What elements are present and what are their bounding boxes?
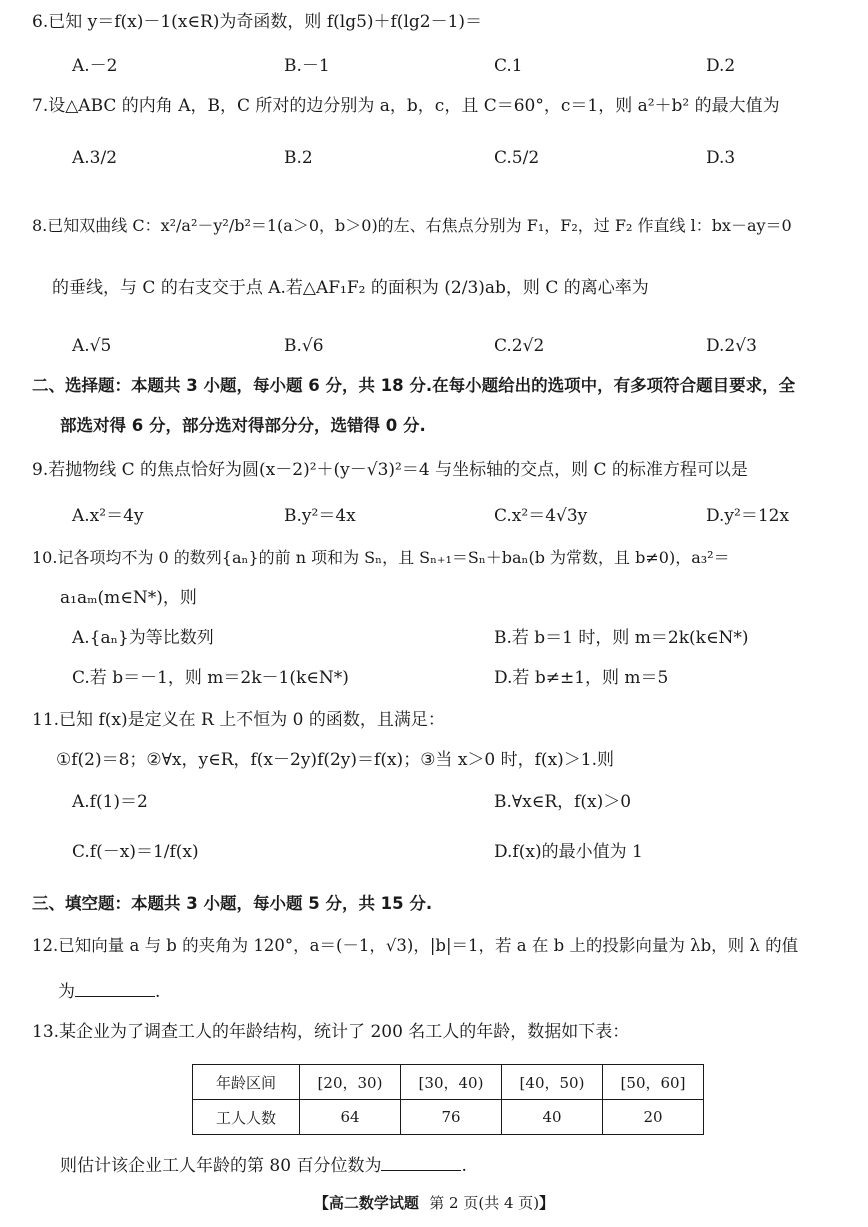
page-footer [0,1192,868,1213]
q10-stem-line2: a₁aₘ(m∈N*)，则 [60,588,197,608]
footer-right: 】 [539,1194,555,1212]
q13-stem: 13.某企业为了调查工人的年龄结构，统计了 200 名工人的年龄，数据如下表： [32,1022,630,1042]
q10-stem-line1: 10.记各项均不为 0 的数列{aₙ}的前 n 项和为 Sₙ，且 Sₙ₊₁＝Sₙ＋baₙ(b 为常数，且 b≠0)，a₃²＝ [32,548,730,567]
q13-answer-blank[interactable] [381,1152,461,1171]
q12-stem-line1: 12.已知向量 a 与 b 的夹角为 120°，a＝(－1，√3)，|b|＝1，若 a 在 b 上的投影向量为 λb，则 λ 的值 [32,936,799,955]
q8-option-b: B.√6 [284,336,324,356]
section2-heading: 二、选择题：本题共 3 小题，每小题 6 分，共 18 分.在每小题给出的选项中，有多项符合题目要求，全 [32,376,796,395]
table-row [193,1065,704,1100]
q8-stem-line2: 的垂线，与 C 的右支交于点 A.若△AF₁F₂ 的面积为 (2/3)ab，则 C 的离心率为 [52,278,649,298]
q7-option-c: C.5/2 [494,148,540,168]
q9-option-b: B.y²＝4x [284,506,356,526]
q6-option-a: A.－2 [72,56,118,76]
q11-option-c: C.f(－x)＝1/f(x) [72,842,199,862]
q10-option-d: D.若 b≠±1，则 m＝5 [494,668,669,688]
q9-option-a: A.x²＝4y [72,506,144,526]
q8-option-c: C.2√2 [494,336,545,356]
q7-option-a: A.3/2 [72,148,118,168]
q10-option-b: B.若 b＝1 时，则 m＝2k(k∈N*) [494,628,749,648]
table-cell: [30，40) [401,1065,502,1100]
q10-option-a: A.{aₙ}为等比数列 [72,628,214,648]
q13-conclusion-end: . [461,1156,467,1176]
q8-option-d: D.2√3 [706,336,757,356]
q7-stem: 7.设△ABC 的内角 A，B，C 所对的边分别为 a，b，c，且 C＝60°，c＝1，则 a²＋b² 的最大值为 [32,96,780,116]
footer-left: 【高二数学试题 [313,1194,419,1212]
section3-heading: 三、填空题：本题共 3 小题，每小题 5 分，共 15 分. [32,894,433,913]
table-cell: 40 [502,1100,603,1135]
section2-heading-cont: 部选对得 6 分，部分选对得部分分，选错得 0 分. [60,416,426,435]
table-cell: 工人人数 [193,1100,300,1135]
table-cell: 年龄区间 [193,1065,300,1100]
table-row [193,1100,704,1135]
footer-page-number: 第 2 页(共 4 页) [429,1194,540,1212]
q6-option-c: C.1 [494,56,523,76]
q6-option-d: D.2 [706,56,736,76]
q11-stem-line1: 11.已知 f(x)是定义在 R 上不恒为 0 的函数，且满足： [32,710,445,730]
q8-stem-line1: 8.已知双曲线 C：x²/a²－y²/b²＝1(a＞0，b＞0)的左、右焦点分别为 F₁，F₂，过 F₂ 作直线 l：bx－ay＝0 [32,216,792,235]
q12-answer-blank[interactable] [75,978,155,997]
q11-option-a: A.f(1)＝2 [72,792,148,812]
table-cell: 20 [603,1100,704,1135]
table-cell: [40，50) [502,1065,603,1100]
table-cell: [50，60] [603,1065,704,1100]
q9-option-d: D.y²＝12x [706,506,790,526]
q11-stem-line2: ①f(2)＝8；②∀x，y∈R，f(x－2y)f(2y)＝f(x)；③当 x＞0 时，f(x)＞1.则 [56,750,615,770]
q9-option-c: C.x²＝4√3y [494,506,588,526]
table-cell: 76 [401,1100,502,1135]
q7-option-d: D.3 [706,148,736,168]
q12-stem-line2-text: 为 [58,982,75,1002]
age-table [192,1064,704,1135]
q13-conclusion [60,1152,467,1178]
q11-option-b: B.∀x∈R，f(x)＞0 [494,792,632,812]
q11-option-d: D.f(x)的最小值为 1 [494,842,643,862]
q7-option-b: B.2 [284,148,313,168]
q6-stem: 6.已知 y＝f(x)－1(x∈R)为奇函数，则 f(lg5)＋f(lg2－1)＝ [32,12,483,32]
q8-option-a: A.√5 [72,336,112,356]
q9-stem: 9.若抛物线 C 的焦点恰好为圆(x－2)²＋(y－√3)²＝4 与坐标轴的交点，则 C 的标准方程可以是 [32,460,748,480]
q10-option-c: C.若 b＝－1，则 m＝2k－1(k∈N*) [72,668,349,688]
q13-conclusion-text: 则估计该企业工人年龄的第 80 百分位数为 [60,1156,382,1176]
q6-option-b: B.－1 [284,56,330,76]
q12-stem-line2 [58,978,160,1004]
q12-stem-line2-end: . [155,982,161,1002]
table-cell: [20，30) [300,1065,401,1100]
table-cell: 64 [300,1100,401,1135]
